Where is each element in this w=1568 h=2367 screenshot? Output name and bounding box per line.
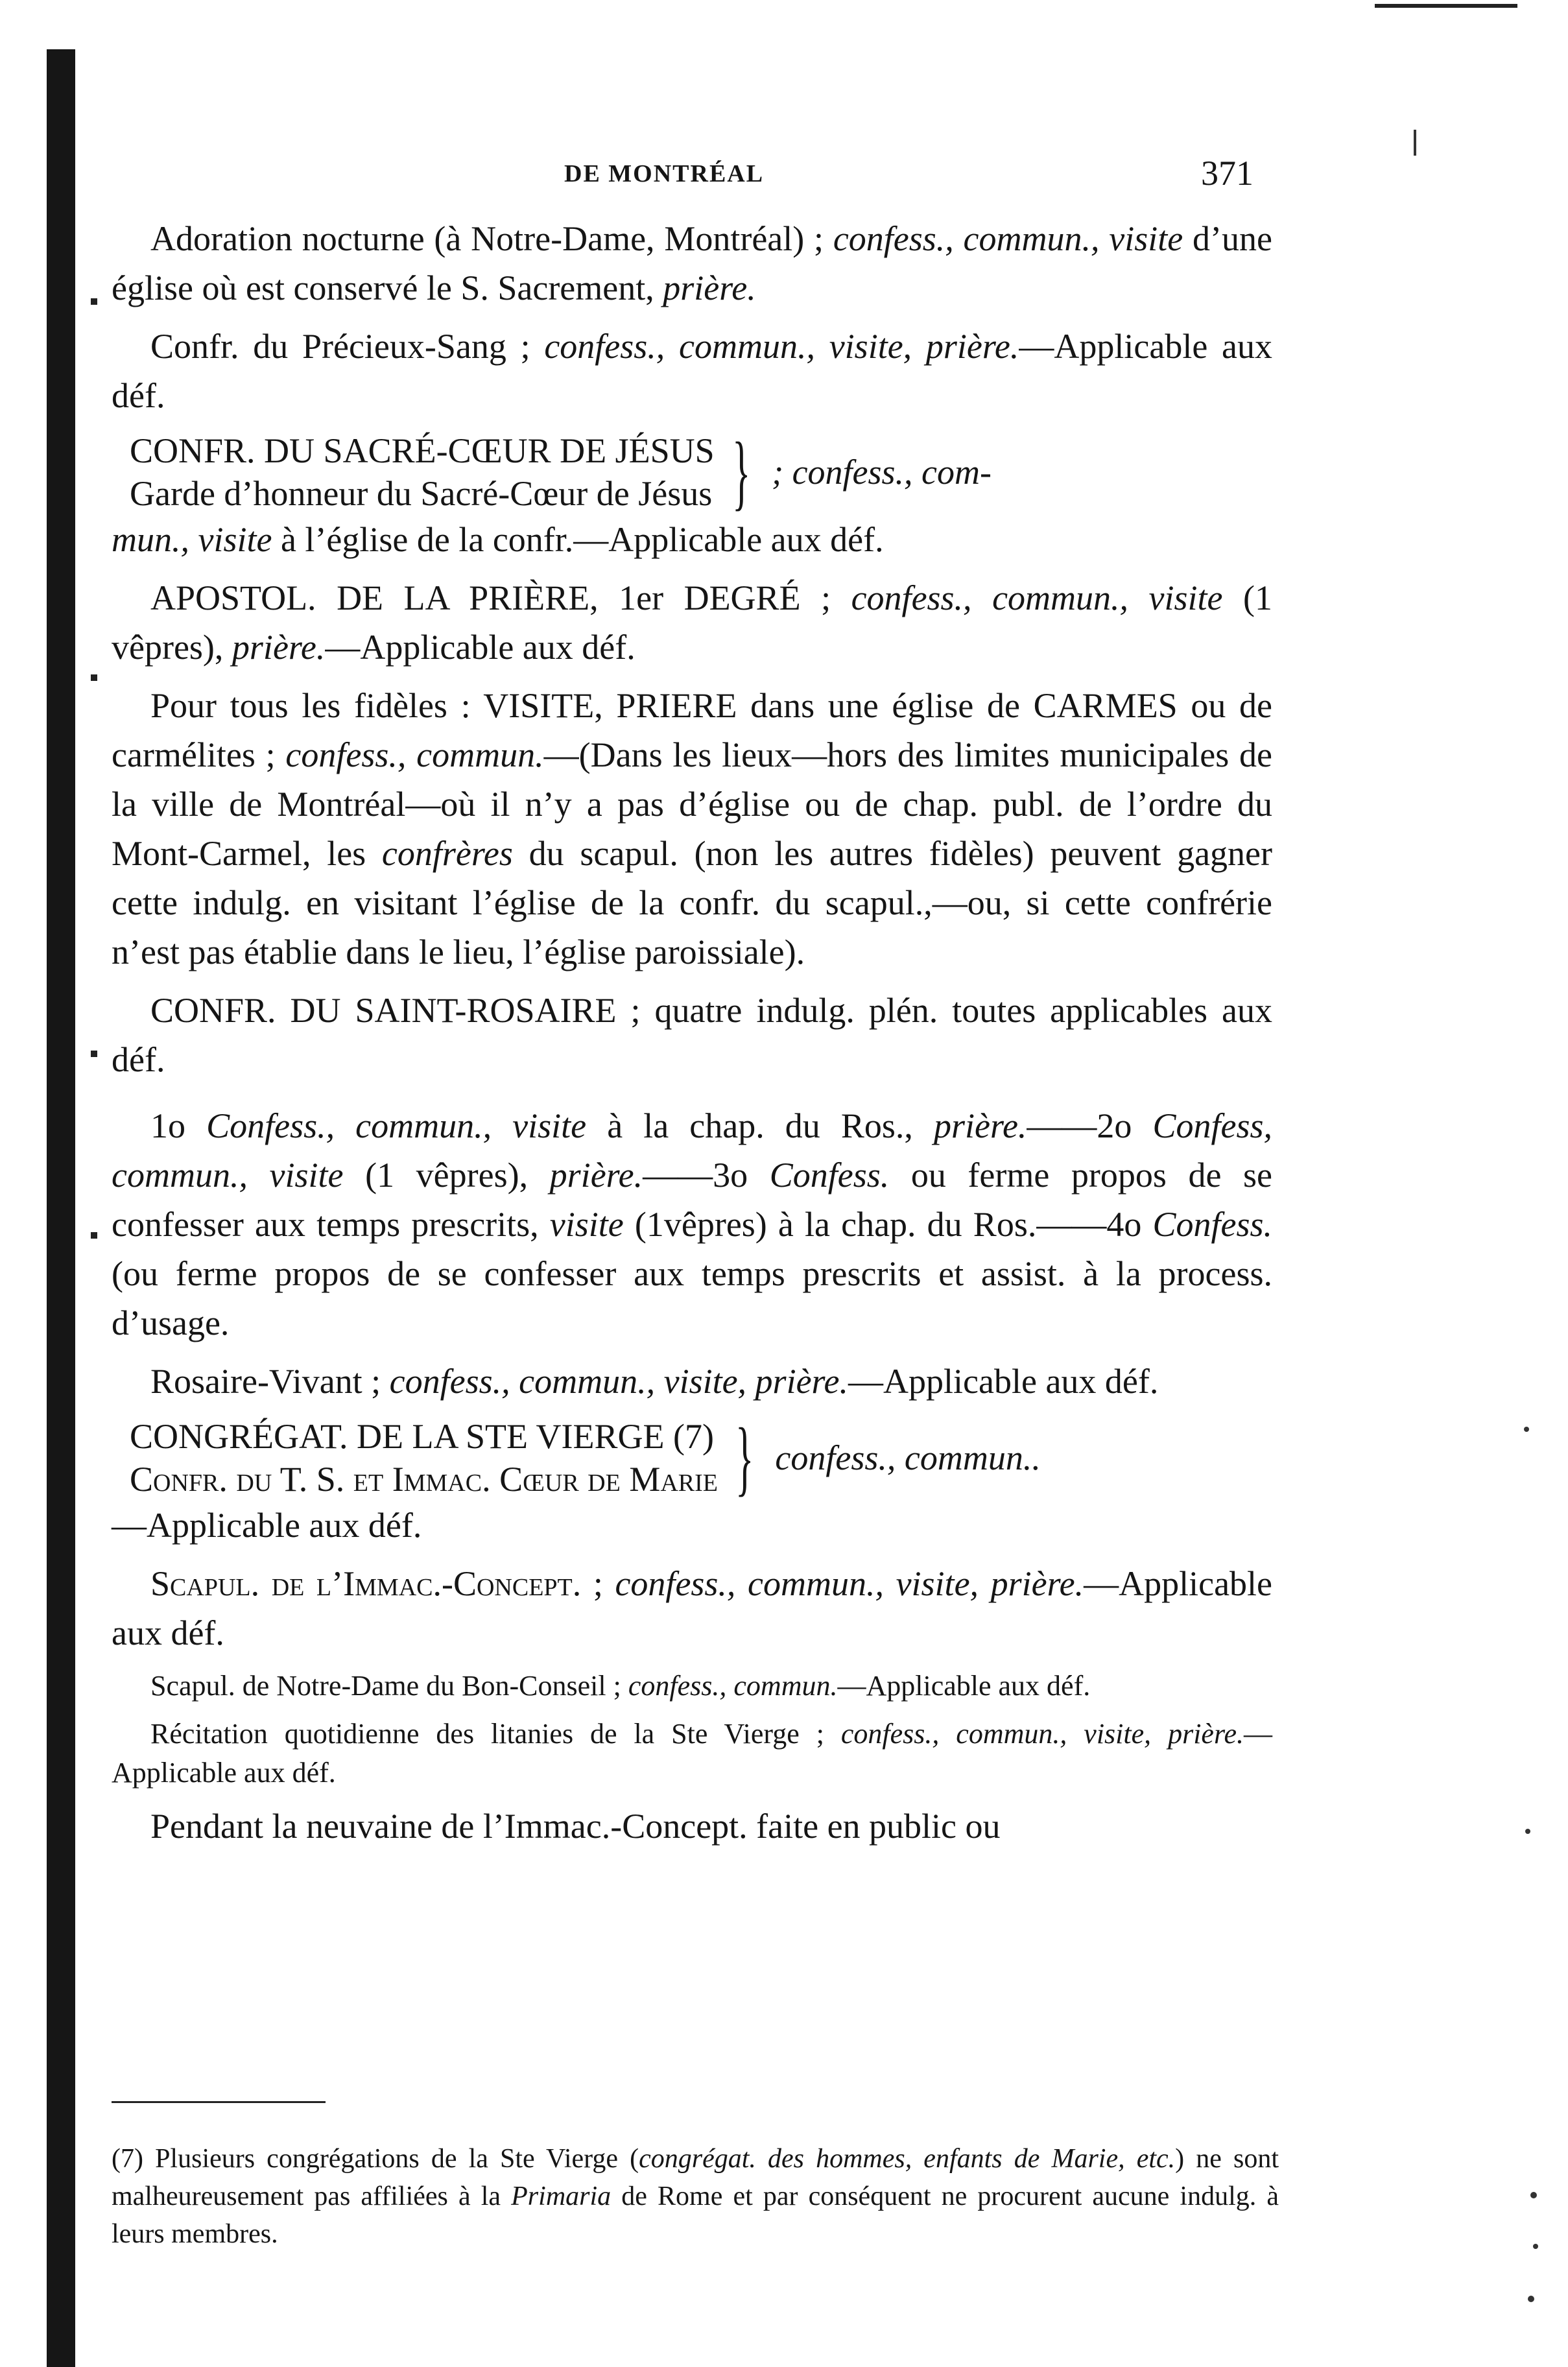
garde-honneur-line: Garde d’honneur du Sacré-Cœur de Jésus bbox=[130, 474, 713, 513]
paragraph-carmes bbox=[112, 681, 1272, 977]
scan-speck bbox=[1528, 2296, 1534, 2302]
text-run: Récitation quotidienne des litanies de la Ste Vierge ; bbox=[150, 1718, 841, 1750]
text-run: Pour tous les fidèles : VISITE, PRIERE dans une église de CARMES ou de carmélites ; bbox=[112, 686, 1272, 774]
italic-run: confess., commun., visite bbox=[833, 219, 1183, 258]
paragraph-rosaire-vivant bbox=[112, 1357, 1272, 1406]
text-run: —Applicable aux déf. bbox=[837, 1670, 1091, 1702]
italic-run: visite bbox=[549, 1205, 624, 1244]
text-run: du scapul. (non les autres fidèles) peuvent gagner cette indulg. en visitant l’église de la confr. du scapul.,—ou, si cette confrérie n’est pas établie dans le lieu, l’église paroissiale). bbox=[112, 834, 1272, 971]
italic-run: prière. bbox=[549, 1156, 643, 1195]
text-run: APOSTOL. DE LA PRIÈRE, 1er DEGRÉ ; bbox=[150, 578, 851, 617]
italic-run: confess., commun. bbox=[628, 1670, 838, 1702]
text-run: de Rome et par conséquent ne procurent aucune indulg. à leurs membres. bbox=[112, 2182, 1279, 2249]
italic-run: Confess. bbox=[1152, 1205, 1272, 1244]
footnote-rule bbox=[112, 2101, 326, 2103]
paragraph-congregat-continued bbox=[112, 1501, 1272, 1550]
italic-run: congrégat. des hommes, enfants de Marie, etc. bbox=[639, 2144, 1176, 2174]
text-run: Scapul. de l’Immac.-Concept. bbox=[150, 1564, 582, 1603]
paragraph-sacre-coeur-continued bbox=[112, 515, 1272, 564]
scan-mark bbox=[1414, 130, 1416, 156]
paragraph-neuvaine bbox=[112, 1802, 1272, 1851]
paragraph-saint-rosaire bbox=[112, 986, 1272, 1084]
scan-speck bbox=[1530, 2192, 1537, 2198]
text-run: Scapul. de Notre-Dame du Bon-Conseil ; bbox=[150, 1670, 628, 1702]
paragraph-litanies bbox=[112, 1715, 1272, 1792]
text-run: ——3o bbox=[643, 1156, 770, 1195]
right-brace-glyph: } bbox=[731, 425, 750, 519]
text-run: d’une église où est conservé le S. Sacrement, bbox=[112, 219, 1272, 307]
italic-run: confess., commun., visite, prière. bbox=[840, 1718, 1244, 1750]
text-run: —Applicable aux déf. bbox=[112, 1564, 1273, 1652]
bracket-left-lines bbox=[130, 429, 715, 515]
paragraph-adoration-nocturne bbox=[112, 214, 1272, 313]
text-run: —Applicable aux déf. bbox=[112, 1506, 422, 1545]
page-header bbox=[112, 153, 1266, 205]
text-run: —Applicable aux déf. bbox=[112, 327, 1272, 415]
text-run: à la chap. du Ros., bbox=[586, 1106, 934, 1145]
text-run: ou ferme propos de se confesser aux temps prescrits, bbox=[112, 1156, 1273, 1244]
scan-speck bbox=[1533, 2244, 1538, 2249]
italic-run: prière. bbox=[933, 1106, 1027, 1145]
text-run: (1 vêpres), bbox=[343, 1156, 550, 1195]
running-head: DE MONTRÉAL bbox=[564, 160, 765, 187]
text-run: —Applicable aux déf. bbox=[848, 1362, 1159, 1401]
scan-mark bbox=[91, 1232, 97, 1239]
scan-speck bbox=[1525, 1829, 1530, 1834]
italic-run: confrères bbox=[381, 834, 513, 873]
italic-run: Confess. bbox=[769, 1156, 890, 1195]
confr-coeur-marie-line: Confr. du T. S. et Immac. Cœur de Marie bbox=[130, 1460, 718, 1499]
right-brace-glyph: } bbox=[735, 1411, 754, 1505]
bracket-left-lines bbox=[130, 1415, 718, 1501]
text-run: ——2o bbox=[1027, 1106, 1153, 1145]
text-run: Confr. du Précieux-Sang ; bbox=[150, 327, 545, 366]
scan-mark bbox=[91, 674, 97, 681]
text-run: Pendant la neuvaine de l’Immac.-Concept. faite en public ou bbox=[150, 1807, 1001, 1846]
italic-run: Confess, commun., visite bbox=[112, 1106, 1273, 1195]
text-run: 1o bbox=[150, 1106, 207, 1145]
italic-run: Primaria bbox=[511, 2182, 612, 2211]
paragraph-scapul-bon-conseil bbox=[112, 1667, 1272, 1706]
italic-run: confess., commun., visite, prière. bbox=[389, 1362, 849, 1401]
binding-edge bbox=[47, 49, 75, 2367]
bracket-right-text: confess., commun.. bbox=[775, 1438, 1041, 1477]
scan-mark bbox=[91, 298, 97, 305]
text-run: ; bbox=[581, 1564, 615, 1603]
text-run: (1 vêpres), bbox=[112, 578, 1273, 667]
text-run: à l’église de la confr.—Applicable aux déf. bbox=[272, 520, 884, 559]
text-run: Adoration nocturne (à Notre-Dame, Montréal) ; bbox=[150, 219, 833, 258]
italic-run: confess., commun., visite bbox=[851, 578, 1223, 617]
italic-run: Confess., commun., visite bbox=[206, 1106, 587, 1145]
text-run: —(Dans les lieux—hors des limites municipales de la ville de Montréal—où il n’y a pas d’église ou de chap. publ. de l’ordre du Mont-Carmel, les bbox=[112, 735, 1273, 873]
body-text bbox=[112, 214, 1272, 1860]
italic-run: prière. bbox=[232, 628, 326, 667]
text-run: CONFR. DU SAINT-ROSAIRE ; quatre indulg. plén. toutes applicables aux déf. bbox=[112, 991, 1272, 1079]
bracket-congregat bbox=[130, 1411, 1272, 1505]
text-run: —Applicable aux déf. bbox=[112, 1718, 1272, 1789]
congregat-heading: CONGRÉGAT. DE LA STE VIERGE (7) bbox=[130, 1417, 714, 1456]
page-number: 371 bbox=[1201, 154, 1253, 193]
scan-top-line bbox=[1375, 4, 1517, 8]
text-run: (1vêpres) à la chap. du Ros.——4o bbox=[623, 1205, 1153, 1244]
italic-run: confess., commun., visite, prière. bbox=[544, 327, 1019, 366]
text-run: —Applicable aux déf. bbox=[325, 628, 636, 667]
scan-speck bbox=[1524, 1427, 1529, 1432]
paragraph-rosaire-indulgences bbox=[112, 1101, 1272, 1348]
paragraph-apostolat bbox=[112, 573, 1272, 672]
confr-sacre-coeur-heading: CONFR. DU SACRÉ-CŒUR DE JÉSUS bbox=[130, 431, 715, 470]
bracket-sacre-coeur bbox=[130, 425, 1272, 519]
text-run: (7) Plusieurs congrégations de la Ste Vierge ( bbox=[112, 2144, 639, 2174]
text-run: Rosaire-Vivant ; bbox=[150, 1362, 390, 1401]
text-run: ) ne sont malheureusement pas affiliées à la bbox=[112, 2144, 1279, 2211]
italic-run: mun., visite bbox=[112, 520, 272, 559]
text-run: (ou ferme propos de se confesser aux temps prescrits et assist. à la process. d’usage. bbox=[112, 1254, 1272, 1342]
paragraph-scapul-immac bbox=[112, 1559, 1272, 1658]
footnote-7 bbox=[112, 2140, 1279, 2253]
scan-mark bbox=[91, 1051, 97, 1057]
italic-run: prière. bbox=[663, 268, 756, 307]
bracket-right-text: ; confess., com- bbox=[772, 453, 992, 492]
italic-run: confess., commun., visite, prière. bbox=[615, 1564, 1084, 1603]
paragraph-precieux-sang bbox=[112, 322, 1272, 420]
italic-run: confess., commun. bbox=[285, 735, 544, 774]
